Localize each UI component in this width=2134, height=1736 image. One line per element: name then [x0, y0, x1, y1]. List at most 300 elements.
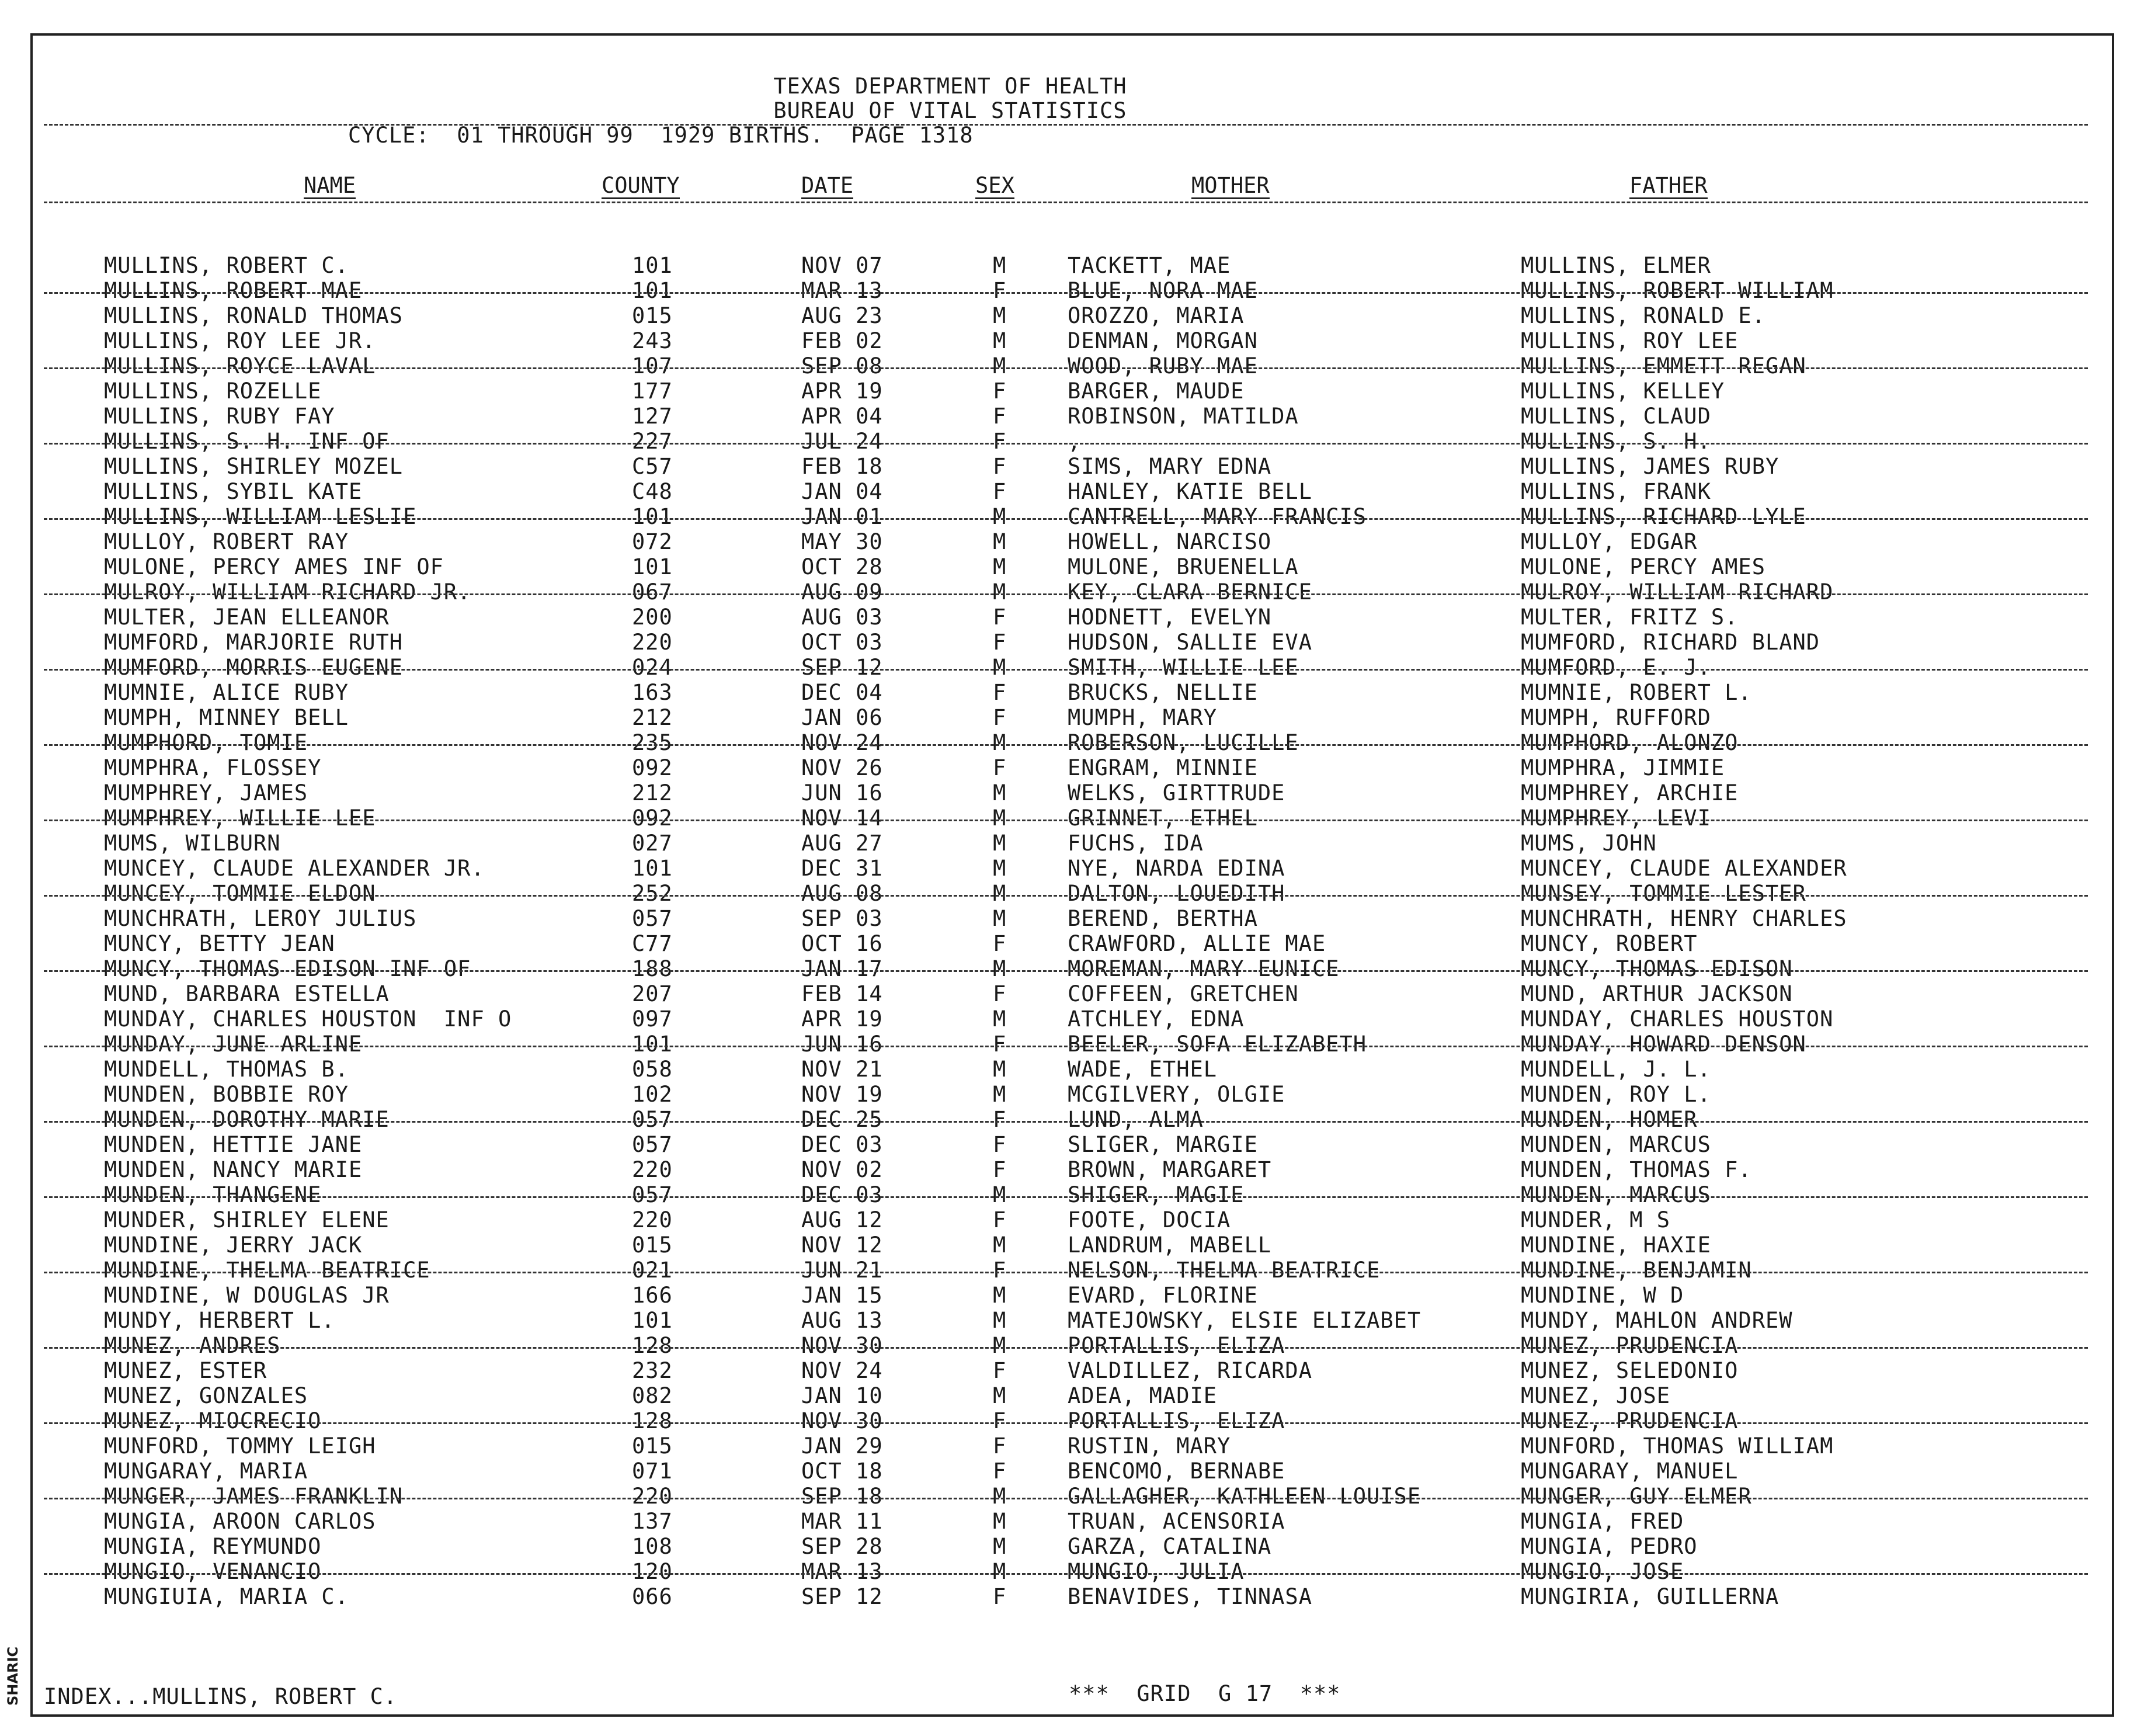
cell-sex: M	[993, 730, 1007, 755]
cell-county: 220	[632, 1157, 673, 1182]
cell-name: MUNDEN, THANGENE	[104, 1182, 322, 1207]
cell-name: MUNDER, SHIRLEY ELENE	[104, 1207, 390, 1232]
cell-date: JUN 21	[801, 1258, 883, 1283]
cell-name: MUMFORD, MARJORIE RUTH	[104, 630, 404, 655]
table-row	[0, 480, 2134, 505]
cell-sex: M	[993, 780, 1007, 805]
cell-father: MULLINS, RONALD E.	[1521, 303, 1765, 328]
row-separator	[44, 820, 2088, 821]
cell-date: SEP 03	[801, 906, 883, 931]
cell-date: NOV 14	[801, 805, 883, 831]
cell-sex: M	[993, 1383, 1007, 1408]
cell-name: MUNEZ, ANDRES	[104, 1333, 281, 1358]
cell-mother: HOWELL, NARCISO	[1068, 529, 1272, 554]
cell-date: AUG 08	[801, 881, 883, 906]
table-row	[0, 756, 2134, 782]
header-title: TEXAS DEPARTMENT OF HEALTH	[773, 74, 1127, 99]
cell-father: MULROY, WILLIAM RICHARD	[1521, 579, 1834, 605]
cell-date: NOV 24	[801, 730, 883, 755]
cell-county: 207	[632, 981, 673, 1006]
cell-date: SEP 08	[801, 353, 883, 379]
cell-mother: EVARD, FLORINE	[1068, 1283, 1258, 1308]
cell-father: MUNCEY, CLAUDE ALEXANDER	[1521, 856, 1847, 881]
cell-date: JUN 16	[801, 780, 883, 805]
cell-father: MUNGIO, JOSE	[1521, 1559, 1684, 1584]
cell-date: JUL 24	[801, 429, 883, 454]
row-separator	[44, 367, 2088, 369]
table-row	[0, 1510, 2134, 1535]
cell-date: DEC 25	[801, 1107, 883, 1132]
row-separator	[44, 1046, 2088, 1047]
table-row	[0, 455, 2134, 480]
cell-sex: M	[993, 831, 1007, 856]
cell-date: AUG 27	[801, 831, 883, 856]
cell-sex: M	[993, 353, 1007, 379]
table-row	[0, 706, 2134, 731]
cell-name: MULROY, WILLIAM RICHARD JR.	[104, 579, 471, 605]
table-row	[0, 555, 2134, 581]
cell-date: JAN 04	[801, 479, 883, 504]
cell-father: MULTER, FRITZ S.	[1521, 605, 1739, 630]
column-header-name: NAME	[304, 173, 356, 198]
cell-father: MUNDER, M S	[1521, 1207, 1671, 1232]
cell-sex: F	[993, 429, 1007, 454]
cell-county: 057	[632, 1132, 673, 1157]
cell-date: FEB 14	[801, 981, 883, 1006]
cell-county: C48	[632, 479, 673, 504]
cell-father: MULLINS, ROBERT WILLIAM	[1521, 278, 1834, 303]
cell-father: MUNGIRIA, GUILLERNA	[1521, 1584, 1780, 1609]
cell-mother: GARZA, CATALINA	[1068, 1534, 1272, 1559]
cell-mother: OROZZO, MARIA	[1068, 303, 1245, 328]
cell-county: 220	[632, 630, 673, 655]
cell-sex: F	[993, 1107, 1007, 1132]
cell-mother: BRUCKS, NELLIE	[1068, 680, 1258, 705]
cell-date: OCT 16	[801, 931, 883, 956]
cell-father: MUNDEN, HOMER	[1521, 1107, 1698, 1132]
cell-father: MUMPHREY, LEVI	[1521, 805, 1711, 831]
footer-index: INDEX...MULLINS, ROBERT C.	[44, 1684, 398, 1709]
cell-name: MUNEZ, GONZALES	[104, 1383, 308, 1408]
cell-date: NOV 24	[801, 1358, 883, 1383]
cell-county: 101	[632, 1032, 673, 1057]
cell-county: C57	[632, 454, 673, 479]
cell-sex: M	[993, 1534, 1007, 1559]
cell-sex: M	[993, 1283, 1007, 1308]
cell-name: MULONE, PERCY AMES INF OF	[104, 554, 444, 579]
cell-name: MUND, BARBARA ESTELLA	[104, 981, 390, 1006]
cell-name: MUMPHREY, WILLIE LEE	[104, 805, 376, 831]
cell-county: 243	[632, 328, 673, 353]
cell-sex: F	[993, 1584, 1007, 1609]
cell-county: 101	[632, 856, 673, 881]
row-separator	[44, 1422, 2088, 1424]
cell-sex: M	[993, 805, 1007, 831]
table-row	[0, 1460, 2134, 1485]
cell-name: MULLOY, ROBERT RAY	[104, 529, 349, 554]
cell-county: C77	[632, 931, 673, 956]
cell-county: 107	[632, 353, 673, 379]
cell-mother: MULONE, BRUENELLA	[1068, 554, 1299, 579]
cell-county: 137	[632, 1509, 673, 1534]
table-row	[0, 832, 2134, 857]
cell-father: MULLINS, ROY LEE	[1521, 328, 1739, 353]
cell-mother: BLUE, NORA MAE	[1068, 278, 1258, 303]
cell-county: 120	[632, 1559, 673, 1584]
cell-mother: HANLEY, KATIE BELL	[1068, 479, 1312, 504]
cell-date: JAN 15	[801, 1283, 883, 1308]
cell-name: MUNCY, THOMAS EDISON INF OF	[104, 956, 471, 981]
cell-father: MUNDINE, W D	[1521, 1283, 1684, 1308]
cell-name: MUNDEN, DOROTHY MARIE	[104, 1107, 390, 1132]
cell-name: MUNCHRATH, LEROY JULIUS	[104, 906, 417, 931]
cell-date: JAN 29	[801, 1433, 883, 1459]
cell-name: MULLINS, RUBY FAY	[104, 404, 335, 429]
table-row	[0, 681, 2134, 706]
cell-name: MULLINS, WILLIAM LESLIE	[104, 504, 417, 529]
row-separator	[44, 1196, 2088, 1198]
cell-mother: MCGILVERY, OLGIE	[1068, 1082, 1285, 1107]
cell-father: MUNGIA, PEDRO	[1521, 1534, 1698, 1559]
cell-mother: BROWN, MARGARET	[1068, 1157, 1272, 1182]
table-row	[0, 329, 2134, 355]
cell-sex: M	[993, 554, 1007, 579]
cell-mother: ,	[1068, 429, 1082, 454]
cell-father: MUMS, JOHN	[1521, 831, 1657, 856]
cell-mother: DENMAN, MORGAN	[1068, 328, 1258, 353]
table-row	[0, 1133, 2134, 1158]
cell-sex: M	[993, 1082, 1007, 1107]
table-row	[0, 1284, 2134, 1309]
cell-name: MUNDEN, HETTIE JANE	[104, 1132, 363, 1157]
cell-county: 200	[632, 605, 673, 630]
cell-name: MULLINS, S. H. INF OF	[104, 429, 390, 454]
cell-mother: GALLAGHER, KATHLEEN LOUISE	[1068, 1484, 1421, 1509]
table-row	[0, 1535, 2134, 1560]
table-row	[0, 304, 2134, 329]
row-separator	[44, 895, 2088, 897]
cell-date: SEP 18	[801, 1484, 883, 1509]
cell-father: MUMFORD, RICHARD BLAND	[1521, 630, 1820, 655]
cell-county: 101	[632, 253, 673, 278]
cell-county: 252	[632, 881, 673, 906]
table-row	[0, 1309, 2134, 1334]
cell-date: APR 19	[801, 379, 883, 404]
row-separator	[44, 669, 2088, 671]
cell-date: OCT 18	[801, 1459, 883, 1484]
cell-county: 021	[632, 1258, 673, 1283]
cycle-line: CYCLE: 01 THROUGH 99 1929 BIRTHS. PAGE 1318	[348, 123, 974, 148]
cell-sex: F	[993, 705, 1007, 730]
cell-county: 097	[632, 1006, 673, 1032]
cell-sex: M	[993, 1182, 1007, 1207]
cell-mother: LANDRUM, MABELL	[1068, 1232, 1272, 1258]
cell-father: MULONE, PERCY AMES	[1521, 554, 1765, 579]
cell-father: MULLINS, CLAUD	[1521, 404, 1711, 429]
cell-sex: M	[993, 1559, 1007, 1584]
table-row	[0, 1585, 2134, 1610]
cell-date: DEC 03	[801, 1182, 883, 1207]
cell-date: AUG 12	[801, 1207, 883, 1232]
cell-name: MUNEZ, ESTER	[104, 1358, 267, 1383]
cell-name: MUNDAY, JUNE ARLINE	[104, 1032, 363, 1057]
table-row	[0, 254, 2134, 279]
cell-mother: SHIGER, MAGIE	[1068, 1182, 1245, 1207]
table-row	[0, 405, 2134, 430]
cell-name: MUNGER, JAMES FRANKLIN	[104, 1484, 404, 1509]
cell-sex: M	[993, 1333, 1007, 1358]
cell-sex: F	[993, 404, 1007, 429]
cell-date: MAR 13	[801, 1559, 883, 1584]
cell-sex: F	[993, 278, 1007, 303]
cell-father: MUNEZ, JOSE	[1521, 1383, 1671, 1408]
table-row	[0, 606, 2134, 631]
cell-father: MULLINS, FRANK	[1521, 479, 1711, 504]
cell-name: MUNDINE, W DOUGLAS JR	[104, 1283, 390, 1308]
cell-mother: CANTRELL, MARY FRANCIS	[1068, 504, 1367, 529]
cell-sex: F	[993, 1132, 1007, 1157]
cell-father: MUMPH, RUFFORD	[1521, 705, 1711, 730]
cell-date: MAR 13	[801, 278, 883, 303]
cell-name: MUMPHORD, TOMIE	[104, 730, 308, 755]
cell-mother: BARGER, MAUDE	[1068, 379, 1245, 404]
cell-county: 127	[632, 404, 673, 429]
cell-county: 024	[632, 655, 673, 680]
cell-mother: ADEA, MADIE	[1068, 1383, 1218, 1408]
cell-name: MUNGARAY, MARIA	[104, 1459, 308, 1484]
cell-sex: M	[993, 1308, 1007, 1333]
row-separator	[44, 443, 2088, 445]
cell-county: 128	[632, 1333, 673, 1358]
cell-mother: KEY, CLARA BERNICE	[1068, 579, 1312, 605]
cell-name: MULLINS, SHIRLEY MOZEL	[104, 454, 404, 479]
cell-mother: WOOD, RUBY MAE	[1068, 353, 1258, 379]
row-separator	[44, 1573, 2088, 1575]
cell-county: 072	[632, 529, 673, 554]
cell-sex: M	[993, 1484, 1007, 1509]
cell-date: JAN 01	[801, 504, 883, 529]
cell-mother: MUMPH, MARY	[1068, 705, 1218, 730]
cell-sex: M	[993, 881, 1007, 906]
side-label	[5, 1647, 28, 1717]
cell-mother: BEELER, SOFA ELIZABETH	[1068, 1032, 1367, 1057]
cell-county: 092	[632, 755, 673, 780]
cell-date: OCT 03	[801, 630, 883, 655]
cell-name: MUNDINE, THELMA BEATRICE	[104, 1258, 430, 1283]
cell-name: MUNGIA, AROON CARLOS	[104, 1509, 376, 1534]
cell-name: MUMPHRA, FLOSSEY	[104, 755, 322, 780]
cell-father: MUNDEN, THOMAS F.	[1521, 1157, 1752, 1182]
table-row	[0, 1234, 2134, 1259]
cell-mother: MUNGIO, JULIA	[1068, 1559, 1245, 1584]
row-separator	[44, 292, 2088, 294]
cell-date: JUN 16	[801, 1032, 883, 1057]
row-separator	[44, 744, 2088, 746]
cell-county: 101	[632, 278, 673, 303]
cell-county: 101	[632, 1308, 673, 1333]
cell-name: MUNDEN, NANCY MARIE	[104, 1157, 363, 1182]
table-row	[0, 1435, 2134, 1460]
table-row	[0, 1384, 2134, 1409]
column-header-date: DATE	[801, 173, 854, 198]
cell-mother: RUSTIN, MARY	[1068, 1433, 1231, 1459]
cell-name: MUMFORD, MORRIS EUGENE	[104, 655, 404, 680]
cell-mother: FUCHS, IDA	[1068, 831, 1204, 856]
cell-county: 166	[632, 1283, 673, 1308]
cell-county: 227	[632, 429, 673, 454]
cell-name: MUNDY, HERBERT L.	[104, 1308, 335, 1333]
cell-mother: HUDSON, SALLIE EVA	[1068, 630, 1312, 655]
cell-county: 067	[632, 579, 673, 605]
cell-mother: BEREND, BERTHA	[1068, 906, 1258, 931]
cell-sex: M	[993, 1006, 1007, 1032]
cell-date: MAY 30	[801, 529, 883, 554]
table-row	[0, 1158, 2134, 1183]
cell-sex: M	[993, 1509, 1007, 1534]
cell-name: MULLINS, RONALD THOMAS	[104, 303, 404, 328]
cell-sex: F	[993, 479, 1007, 504]
cell-father: MUNDAY, HOWARD DENSON	[1521, 1032, 1806, 1057]
cell-date: NOV 26	[801, 755, 883, 780]
header-subtitle: BUREAU OF VITAL STATISTICS	[773, 98, 1127, 123]
cell-name: MUNDINE, JERRY JACK	[104, 1232, 363, 1258]
row-separator	[44, 970, 2088, 972]
cell-father: MUNDEN, MARCUS	[1521, 1182, 1711, 1207]
cell-mother: BENAVIDES, TINNASA	[1068, 1584, 1312, 1609]
cell-date: SEP 12	[801, 655, 883, 680]
cell-name: MUMPH, MINNEY BELL	[104, 705, 349, 730]
header-divider	[44, 124, 2088, 126]
cell-father: MUMFORD, E. J.	[1521, 655, 1711, 680]
cell-name: MUNGIUIA, MARIA C.	[104, 1584, 349, 1609]
cell-county: 057	[632, 906, 673, 931]
cell-father: MULLINS, RICHARD LYLE	[1521, 504, 1806, 529]
table-row	[0, 1083, 2134, 1108]
table-row	[0, 530, 2134, 555]
cell-date: JAN 17	[801, 956, 883, 981]
cell-father: MULLOY, EDGAR	[1521, 529, 1698, 554]
cell-name: MUNCEY, CLAUDE ALEXANDER JR.	[104, 856, 485, 881]
cell-father: MUNDINE, BENJAMIN	[1521, 1258, 1752, 1283]
cell-date: NOV 30	[801, 1333, 883, 1358]
cell-name: MULLINS, ROZELLE	[104, 379, 322, 404]
cell-mother: COFFEEN, GRETCHEN	[1068, 981, 1299, 1006]
row-separator	[44, 1121, 2088, 1123]
cell-name: MUNCEY, TOMMIE ELDON	[104, 881, 376, 906]
cell-county: 066	[632, 1584, 673, 1609]
cell-mother: HODNETT, EVELYN	[1068, 605, 1272, 630]
cell-county: 177	[632, 379, 673, 404]
cell-name: MUNDAY, CHARLES HOUSTON INF O	[104, 1006, 512, 1032]
cell-father: MUMNIE, ROBERT L.	[1521, 680, 1752, 705]
cell-sex: M	[993, 328, 1007, 353]
cell-father: MULLINS, ELMER	[1521, 253, 1711, 278]
cell-date: AUG 23	[801, 303, 883, 328]
cell-sex: F	[993, 981, 1007, 1006]
cell-name: MUNGIA, REYMUNDO	[104, 1534, 322, 1559]
cell-sex: M	[993, 655, 1007, 680]
cell-mother: TRUAN, ACENSORIA	[1068, 1509, 1285, 1534]
cell-name: MULLINS, SYBIL KATE	[104, 479, 363, 504]
cell-sex: M	[993, 906, 1007, 931]
cell-mother: SIMS, MARY EDNA	[1068, 454, 1272, 479]
cell-mother: PORTALLIS, ELIZA	[1068, 1408, 1285, 1433]
cell-sex: F	[993, 1459, 1007, 1484]
cell-father: MUMPHRA, JIMMIE	[1521, 755, 1725, 780]
cell-father: MUNSEY, TOMMIE LESTER	[1521, 881, 1806, 906]
cell-county: 057	[632, 1107, 673, 1132]
cell-sex: F	[993, 454, 1007, 479]
cell-father: MUNFORD, THOMAS WILLIAM	[1521, 1433, 1834, 1459]
cell-name: MUNDEN, BOBBIE ROY	[104, 1082, 349, 1107]
cell-father: MUNDEN, ROY L.	[1521, 1082, 1711, 1107]
cell-name: MULLINS, ROY LEE JR.	[104, 328, 376, 353]
cell-father: MUNEZ, SELEDONIO	[1521, 1358, 1739, 1383]
cell-name: MUMPHREY, JAMES	[104, 780, 308, 805]
cell-date: NOV 12	[801, 1232, 883, 1258]
cell-father: MULLINS, S. H.	[1521, 429, 1711, 454]
cell-county: 163	[632, 680, 673, 705]
cell-sex: F	[993, 1358, 1007, 1383]
cell-mother: CRAWFORD, ALLIE MAE	[1068, 931, 1326, 956]
cell-date: OCT 28	[801, 554, 883, 579]
column-header-county: COUNTY	[602, 173, 680, 198]
cell-county: 212	[632, 705, 673, 730]
cell-county: 212	[632, 780, 673, 805]
cell-date: SEP 12	[801, 1584, 883, 1609]
cell-county: 128	[632, 1408, 673, 1433]
cell-county: 027	[632, 831, 673, 856]
cell-sex: M	[993, 1057, 1007, 1082]
cell-county: 082	[632, 1383, 673, 1408]
cell-date: JAN 06	[801, 705, 883, 730]
cell-sex: F	[993, 1433, 1007, 1459]
cell-sex: F	[993, 680, 1007, 705]
cell-father: MUNCY, ROBERT	[1521, 931, 1698, 956]
cell-sex: F	[993, 1157, 1007, 1182]
cell-county: 188	[632, 956, 673, 981]
columns-divider	[44, 202, 2088, 203]
cell-father: MULLINS, JAMES RUBY	[1521, 454, 1780, 479]
cell-father: MUNCHRATH, HENRY CHARLES	[1521, 906, 1847, 931]
cell-father: MUNDINE, HAXIE	[1521, 1232, 1711, 1258]
cell-sex: M	[993, 253, 1007, 278]
cell-date: APR 19	[801, 1006, 883, 1032]
cell-date: AUG 03	[801, 605, 883, 630]
cell-father: MUNGER, GUY ELMER	[1521, 1484, 1752, 1509]
table-row	[0, 782, 2134, 807]
cell-sex: F	[993, 1408, 1007, 1433]
cell-name: MUNFORD, TOMMY LEIGH	[104, 1433, 376, 1459]
cell-date: NOV 02	[801, 1157, 883, 1182]
cell-date: SEP 28	[801, 1534, 883, 1559]
table-row	[0, 857, 2134, 882]
cell-county: 071	[632, 1459, 673, 1484]
cell-name: MULLINS, ROYCE LAVAL	[104, 353, 376, 379]
cell-sex: F	[993, 931, 1007, 956]
cell-mother: GRINNET, ETHEL	[1068, 805, 1258, 831]
table-row	[0, 932, 2134, 957]
cell-father: MUNCY, THOMAS EDISON	[1521, 956, 1793, 981]
cell-sex: F	[993, 1032, 1007, 1057]
cell-sex: M	[993, 529, 1007, 554]
row-separator	[44, 1272, 2088, 1273]
cell-date: NOV 19	[801, 1082, 883, 1107]
cell-date: NOV 30	[801, 1408, 883, 1433]
cell-name: MUNEZ, MIOCRECIO	[104, 1408, 322, 1433]
cell-father: MUNDEN, MARCUS	[1521, 1132, 1711, 1157]
cell-name: MULLINS, ROBERT C.	[104, 253, 349, 278]
